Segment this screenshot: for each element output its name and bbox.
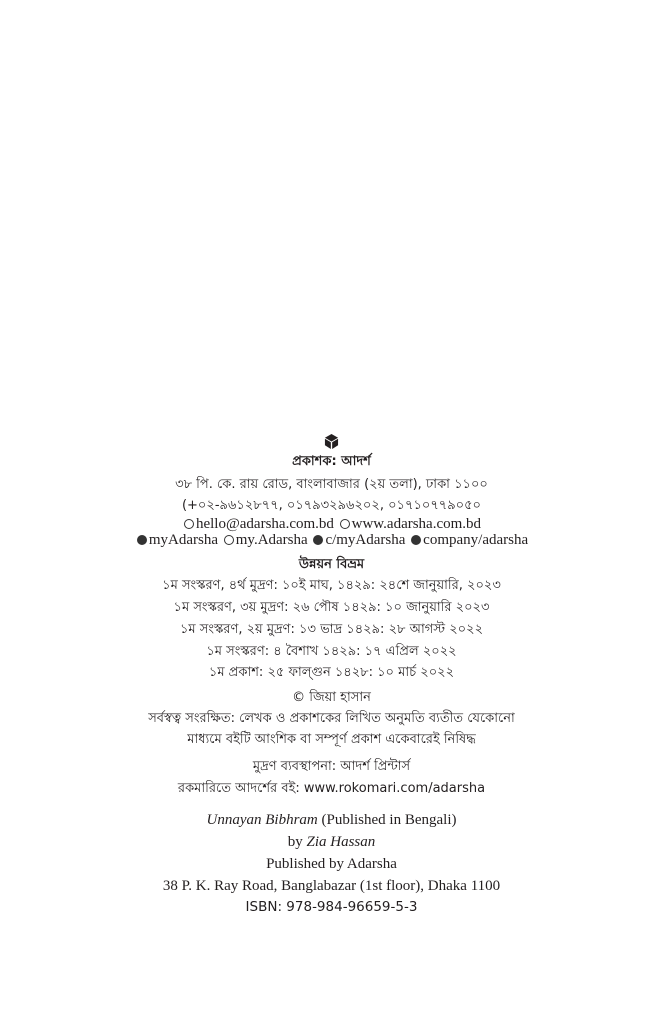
facebook-icon	[137, 535, 147, 545]
social-line	[0, 533, 663, 548]
rokomari-link: রকমারিতে আদর্শের বই: www.rokomari.com/adarsha	[177, 781, 486, 796]
facebook-link[interactable]: myAdarsha	[148, 532, 218, 548]
copyright-holder: © জিয়া হাসান	[292, 690, 371, 705]
instagram-link[interactable]: my.Adarsha	[235, 532, 308, 548]
publisher-title: প্রকাশক: আদর্শ	[292, 454, 371, 469]
book-title-bn: উন্নয়ন বিভ্রম	[298, 557, 365, 572]
english-title: Unnayan Bibhram	[206, 812, 318, 828]
author-line	[0, 835, 663, 850]
publisher-phones: (+০২-৯৬১২৮৭৭, ০১৭৯৩২৯৬২০২, ০১৭১০৭৭৯০৫০	[181, 498, 482, 513]
edition-line: ১ম প্রকাশ: ২৫ ফাল্গুন ১৪২৮: ১০ মার্চ ২০২২	[208, 665, 455, 680]
english-title-line	[0, 813, 663, 828]
publisher-logo-icon	[324, 434, 339, 449]
email-link[interactable]: hello@adarsha.com.bd	[195, 516, 334, 532]
website-link[interactable]: www.adarsha.com.bd	[351, 516, 482, 532]
contact-line	[0, 517, 663, 532]
by-label: by	[287, 834, 307, 850]
edition-line: ১ম সংস্করণ, ৪র্থ মুদ্রণ: ১০ই মাঘ, ১৪২৯: ২৪শে জানুয়ারি, ২০২৩	[162, 578, 501, 593]
rights-line: মাধ্যমে বইটি আংশিক বা সম্পূর্ণ প্রকাশ একেবারেই নিষিদ্ধ	[187, 732, 476, 747]
edition-line: ১ম সংস্করণ, ২য় মুদ্রণ: ১৩ ভাদ্র ১৪২৯: ২৮ আগস্ট ২০২২	[179, 622, 484, 637]
printing-management: মুদ্রণ ব্যবস্থাপনা: আদর্শ প্রিন্টার্স	[252, 759, 411, 774]
published-by: Published by Adarsha	[266, 856, 397, 872]
instagram-icon	[224, 535, 234, 545]
linkedin-link[interactable]: company/adarsha	[423, 532, 529, 548]
english-address: 38 P. K. Ray Road, Banglabazar (1st floor), Dhaka 1100	[162, 878, 501, 894]
globe-icon	[340, 519, 350, 529]
title-note: (Published in Bengali)	[317, 812, 457, 828]
linkedin-icon	[411, 535, 421, 545]
publisher-address: ৩৮ পি. কে. রায় রোড, বাংলাবাজার (২য় তলা), ঢাকা ১১০০	[175, 477, 488, 492]
youtube-icon	[313, 535, 323, 545]
youtube-link[interactable]: c/myAdarsha	[325, 532, 406, 548]
edition-line: ১ম সংস্করণ, ৩য় মুদ্রণ: ২৬ পৌষ ১৪২৯: ১০ জানুয়ারি ২০২৩	[173, 600, 490, 615]
rights-line: সর্বস্বত্ব সংরক্ষিত: লেখক ও প্রকাশকের লিখিত অনুমতি ব্যতীত যেকোনো	[148, 711, 515, 726]
isbn: ISBN: 978-984-96659-5-3	[245, 899, 418, 915]
author-name: Zia Hassan	[306, 834, 376, 850]
edition-line: ১ম সংস্করণ: ৪ বৈশাখ ১৪২৯: ১৭ এপ্রিল ২০২২	[206, 644, 457, 659]
email-icon	[184, 519, 194, 529]
